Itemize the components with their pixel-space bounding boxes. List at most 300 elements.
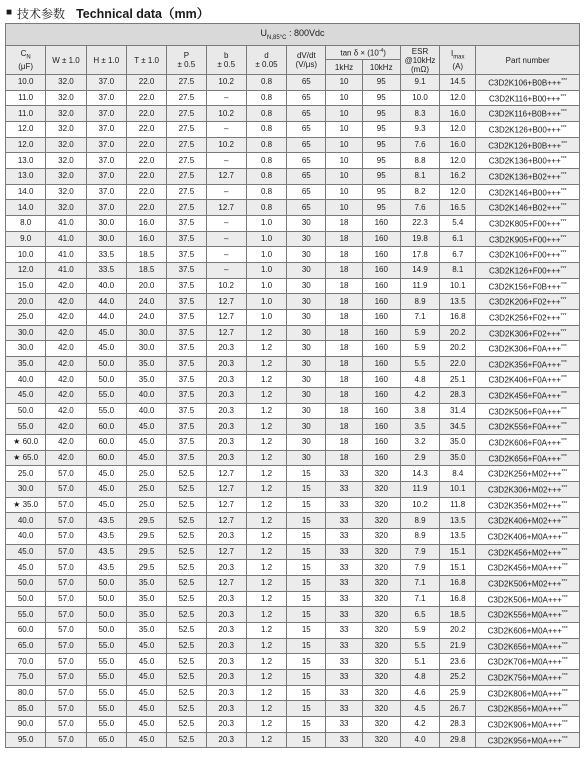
cell-capacitance: ★ 60.0 bbox=[6, 435, 46, 451]
cell-part-number: C3D2K256+F02+++*** bbox=[476, 309, 580, 325]
table-row bbox=[6, 294, 580, 310]
table-row bbox=[6, 529, 580, 545]
cell-esr: 7.6 bbox=[400, 200, 439, 216]
col-pitch: P ± 0.5 bbox=[167, 46, 206, 75]
table-body bbox=[6, 75, 580, 748]
cell-b: – bbox=[206, 90, 246, 106]
cell-capacitance: 45.0 bbox=[6, 560, 46, 576]
cell-pitch: 37.5 bbox=[167, 231, 206, 247]
cell-tan-10khz: 160 bbox=[362, 262, 400, 278]
cell-height: 30.0 bbox=[86, 231, 126, 247]
cell-tan-10khz: 95 bbox=[362, 137, 400, 153]
cell-width: 57.0 bbox=[46, 576, 86, 592]
cell-d: 0.8 bbox=[246, 184, 286, 200]
cell-imax: 16.8 bbox=[440, 591, 476, 607]
cell-tan-10khz: 95 bbox=[362, 106, 400, 122]
table-row bbox=[6, 591, 580, 607]
cell-thickness: 40.0 bbox=[126, 403, 166, 419]
cell-dvdt: 65 bbox=[287, 200, 326, 216]
cell-imax: 22.0 bbox=[440, 356, 476, 372]
cell-thickness: 22.0 bbox=[126, 184, 166, 200]
cell-tan-10khz: 320 bbox=[362, 497, 400, 513]
cell-width: 57.0 bbox=[46, 529, 86, 545]
cell-tan-10khz: 95 bbox=[362, 121, 400, 137]
cell-part-number: C3D2K556+F0A+++*** bbox=[476, 419, 580, 435]
cell-width: 42.0 bbox=[46, 435, 86, 451]
square-bullet-icon: ■ bbox=[6, 7, 13, 18]
cell-d: 1.2 bbox=[246, 591, 286, 607]
cell-dvdt: 15 bbox=[287, 591, 326, 607]
cell-height: 30.0 bbox=[86, 215, 126, 231]
cell-height: 37.0 bbox=[86, 90, 126, 106]
cell-d: 1.2 bbox=[246, 372, 286, 388]
cell-part-number: C3D2K606+F0A+++*** bbox=[476, 435, 580, 451]
cell-tan-10khz: 320 bbox=[362, 732, 400, 748]
cell-height: 55.0 bbox=[86, 388, 126, 404]
cell-imax: 13.5 bbox=[440, 513, 476, 529]
cell-height: 55.0 bbox=[86, 654, 126, 670]
cell-thickness: 45.0 bbox=[126, 701, 166, 717]
cell-part-number: C3D2K306+F0A+++*** bbox=[476, 341, 580, 357]
table-row bbox=[6, 106, 580, 122]
cell-height: 45.0 bbox=[86, 325, 126, 341]
cell-b: 20.3 bbox=[206, 685, 246, 701]
cell-d: 1.2 bbox=[246, 544, 286, 560]
cell-width: 32.0 bbox=[46, 75, 86, 91]
cell-d: 1.2 bbox=[246, 685, 286, 701]
cell-dvdt: 15 bbox=[287, 529, 326, 545]
cell-imax: 16.5 bbox=[440, 200, 476, 216]
cell-tan-10khz: 320 bbox=[362, 576, 400, 592]
cell-esr: 8.9 bbox=[400, 513, 439, 529]
cell-dvdt: 15 bbox=[287, 544, 326, 560]
cell-esr: 10.2 bbox=[400, 497, 439, 513]
cell-esr: 11.9 bbox=[400, 278, 439, 294]
cell-tan-1khz: 18 bbox=[326, 262, 362, 278]
cell-pitch: 27.5 bbox=[167, 106, 206, 122]
cell-b: – bbox=[206, 262, 246, 278]
cell-imax: 26.7 bbox=[440, 701, 476, 717]
cell-part-number: C3D2K456+M0A+++*** bbox=[476, 560, 580, 576]
cell-d: 1.2 bbox=[246, 482, 286, 498]
cell-width: 41.0 bbox=[46, 247, 86, 263]
cell-width: 57.0 bbox=[46, 591, 86, 607]
cell-part-number: C3D2K156+F0B+++*** bbox=[476, 278, 580, 294]
cell-pitch: 52.5 bbox=[167, 560, 206, 576]
cell-d: 1.2 bbox=[246, 654, 286, 670]
cell-imax: 12.0 bbox=[440, 153, 476, 169]
cell-b: 12.7 bbox=[206, 168, 246, 184]
cell-tan-10khz: 160 bbox=[362, 231, 400, 247]
cell-width: 32.0 bbox=[46, 106, 86, 122]
cell-width: 57.0 bbox=[46, 560, 86, 576]
cell-dvdt: 30 bbox=[287, 294, 326, 310]
cell-b: 12.7 bbox=[206, 309, 246, 325]
cell-thickness: 29.5 bbox=[126, 560, 166, 576]
cell-width: 57.0 bbox=[46, 732, 86, 748]
cell-thickness: 25.0 bbox=[126, 482, 166, 498]
cell-pitch: 52.5 bbox=[167, 732, 206, 748]
cell-width: 57.0 bbox=[46, 716, 86, 732]
cell-imax: 8.4 bbox=[440, 466, 476, 482]
cell-b: 10.2 bbox=[206, 137, 246, 153]
cell-b: 12.7 bbox=[206, 497, 246, 513]
cell-imax: 35.0 bbox=[440, 450, 476, 466]
cell-d: 1.2 bbox=[246, 419, 286, 435]
cell-width: 32.0 bbox=[46, 200, 86, 216]
cell-d: 1.2 bbox=[246, 388, 286, 404]
cell-height: 55.0 bbox=[86, 701, 126, 717]
cell-d: 0.8 bbox=[246, 90, 286, 106]
cell-capacitance: 25.0 bbox=[6, 466, 46, 482]
cell-width: 42.0 bbox=[46, 309, 86, 325]
cell-dvdt: 15 bbox=[287, 513, 326, 529]
table-row bbox=[6, 137, 580, 153]
cell-b: 20.3 bbox=[206, 607, 246, 623]
star-icon: ★ bbox=[13, 453, 21, 463]
cell-d: 0.8 bbox=[246, 75, 286, 91]
cell-tan-1khz: 18 bbox=[326, 294, 362, 310]
cell-width: 42.0 bbox=[46, 278, 86, 294]
cell-width: 41.0 bbox=[46, 262, 86, 278]
technical-data-table bbox=[5, 23, 580, 748]
cell-capacitance: 50.0 bbox=[6, 576, 46, 592]
cell-tan-1khz: 18 bbox=[326, 231, 362, 247]
cell-esr: 3.5 bbox=[400, 419, 439, 435]
cell-width: 57.0 bbox=[46, 701, 86, 717]
cell-pitch: 27.5 bbox=[167, 200, 206, 216]
cell-part-number: C3D2K406+M0A+++*** bbox=[476, 529, 580, 545]
cell-thickness: 45.0 bbox=[126, 685, 166, 701]
cell-tan-1khz: 10 bbox=[326, 168, 362, 184]
cell-capacitance: 70.0 bbox=[6, 654, 46, 670]
cell-imax: 13.5 bbox=[440, 529, 476, 545]
cell-part-number: C3D2K306+F02+++*** bbox=[476, 325, 580, 341]
cell-dvdt: 30 bbox=[287, 419, 326, 435]
cell-width: 41.0 bbox=[46, 231, 86, 247]
cell-capacitance: 75.0 bbox=[6, 669, 46, 685]
cell-width: 57.0 bbox=[46, 685, 86, 701]
cell-esr: 7.6 bbox=[400, 137, 439, 153]
cell-height: 44.0 bbox=[86, 294, 126, 310]
cell-capacitance: 30.0 bbox=[6, 341, 46, 357]
cell-esr: 7.9 bbox=[400, 560, 439, 576]
cell-esr: 2.9 bbox=[400, 450, 439, 466]
cell-imax: 15.1 bbox=[440, 560, 476, 576]
cell-thickness: 35.0 bbox=[126, 607, 166, 623]
cell-thickness: 22.0 bbox=[126, 137, 166, 153]
cell-imax: 14.5 bbox=[440, 75, 476, 91]
cell-pitch: 37.5 bbox=[167, 388, 206, 404]
cell-thickness: 20.0 bbox=[126, 278, 166, 294]
cell-part-number: C3D2K116+B0B+++*** bbox=[476, 106, 580, 122]
cell-dvdt: 30 bbox=[287, 309, 326, 325]
cell-imax: 16.0 bbox=[440, 137, 476, 153]
cell-capacitance: 45.0 bbox=[6, 544, 46, 560]
table-row bbox=[6, 388, 580, 404]
cell-b: 12.7 bbox=[206, 325, 246, 341]
cell-imax: 16.8 bbox=[440, 309, 476, 325]
cell-imax: 34.5 bbox=[440, 419, 476, 435]
cell-width: 42.0 bbox=[46, 388, 86, 404]
cell-capacitance: 90.0 bbox=[6, 716, 46, 732]
cell-tan-1khz: 33 bbox=[326, 654, 362, 670]
cell-tan-10khz: 95 bbox=[362, 184, 400, 200]
cell-thickness: 22.0 bbox=[126, 121, 166, 137]
cell-part-number: C3D2K506+M02+++*** bbox=[476, 576, 580, 592]
cell-part-number: C3D2K206+F02+++*** bbox=[476, 294, 580, 310]
cell-imax: 11.8 bbox=[440, 497, 476, 513]
cell-imax: 5.4 bbox=[440, 215, 476, 231]
cell-imax: 20.2 bbox=[440, 325, 476, 341]
cell-esr: 4.8 bbox=[400, 372, 439, 388]
cell-capacitance: 35.0 bbox=[6, 356, 46, 372]
col-thickness: T ± 1.0 bbox=[126, 46, 166, 75]
cell-part-number: C3D2K106+B0B+++*** bbox=[476, 75, 580, 91]
cell-esr: 9.3 bbox=[400, 121, 439, 137]
cell-dvdt: 30 bbox=[287, 325, 326, 341]
cell-d: 1.0 bbox=[246, 309, 286, 325]
cell-d: 1.2 bbox=[246, 732, 286, 748]
cell-height: 45.0 bbox=[86, 497, 126, 513]
cell-tan-10khz: 95 bbox=[362, 200, 400, 216]
cell-d: 0.8 bbox=[246, 153, 286, 169]
cell-height: 55.0 bbox=[86, 403, 126, 419]
cell-pitch: 37.5 bbox=[167, 403, 206, 419]
cell-tan-10khz: 160 bbox=[362, 325, 400, 341]
cell-esr: 7.1 bbox=[400, 576, 439, 592]
cell-d: 1.2 bbox=[246, 638, 286, 654]
cell-pitch: 52.5 bbox=[167, 513, 206, 529]
cell-thickness: 35.0 bbox=[126, 576, 166, 592]
cell-esr: 22.3 bbox=[400, 215, 439, 231]
table-row bbox=[6, 544, 580, 560]
cell-width: 42.0 bbox=[46, 356, 86, 372]
cell-imax: 6.1 bbox=[440, 231, 476, 247]
table-row bbox=[6, 716, 580, 732]
cell-height: 50.0 bbox=[86, 591, 126, 607]
cell-part-number: C3D2K406+F0A+++*** bbox=[476, 372, 580, 388]
cell-b: 20.3 bbox=[206, 732, 246, 748]
cell-dvdt: 65 bbox=[287, 137, 326, 153]
cell-height: 50.0 bbox=[86, 607, 126, 623]
cell-d: 0.8 bbox=[246, 121, 286, 137]
cell-dvdt: 65 bbox=[287, 168, 326, 184]
cell-tan-1khz: 18 bbox=[326, 309, 362, 325]
cell-capacitance: 85.0 bbox=[6, 701, 46, 717]
cell-tan-1khz: 33 bbox=[326, 622, 362, 638]
cell-dvdt: 15 bbox=[287, 638, 326, 654]
cell-tan-1khz: 18 bbox=[326, 419, 362, 435]
cell-capacitance: ★ 35.0 bbox=[6, 497, 46, 513]
cell-b: 20.3 bbox=[206, 372, 246, 388]
cell-pitch: 37.5 bbox=[167, 372, 206, 388]
cell-part-number: C3D2K706+M0A+++*** bbox=[476, 654, 580, 670]
cell-imax: 10.1 bbox=[440, 278, 476, 294]
cell-width: 57.0 bbox=[46, 638, 86, 654]
cell-height: 43.5 bbox=[86, 544, 126, 560]
cell-width: 42.0 bbox=[46, 419, 86, 435]
cell-tan-1khz: 18 bbox=[326, 247, 362, 263]
cell-esr: 11.9 bbox=[400, 482, 439, 498]
cell-thickness: 45.0 bbox=[126, 669, 166, 685]
cell-thickness: 45.0 bbox=[126, 638, 166, 654]
cell-tan-10khz: 320 bbox=[362, 482, 400, 498]
cell-pitch: 52.5 bbox=[167, 701, 206, 717]
col-tan-10khz: 10kHz bbox=[362, 60, 400, 75]
cell-thickness: 29.5 bbox=[126, 513, 166, 529]
cell-width: 42.0 bbox=[46, 372, 86, 388]
cell-b: – bbox=[206, 247, 246, 263]
cell-width: 42.0 bbox=[46, 341, 86, 357]
cell-esr: 17.8 bbox=[400, 247, 439, 263]
table-row bbox=[6, 576, 580, 592]
cell-thickness: 22.0 bbox=[126, 200, 166, 216]
cell-esr: 4.2 bbox=[400, 388, 439, 404]
cell-d: 1.2 bbox=[246, 669, 286, 685]
cell-dvdt: 15 bbox=[287, 685, 326, 701]
cell-imax: 25.1 bbox=[440, 372, 476, 388]
cell-capacitance: 50.0 bbox=[6, 591, 46, 607]
cell-b: 20.3 bbox=[206, 622, 246, 638]
cell-part-number: C3D2K356+M02+++*** bbox=[476, 497, 580, 513]
cell-b: 20.3 bbox=[206, 669, 246, 685]
cell-thickness: 22.0 bbox=[126, 106, 166, 122]
cell-width: 57.0 bbox=[46, 544, 86, 560]
cell-esr: 5.5 bbox=[400, 356, 439, 372]
cell-pitch: 52.5 bbox=[167, 466, 206, 482]
cell-tan-10khz: 160 bbox=[362, 403, 400, 419]
cell-tan-1khz: 33 bbox=[326, 513, 362, 529]
cell-width: 32.0 bbox=[46, 121, 86, 137]
cell-pitch: 27.5 bbox=[167, 168, 206, 184]
cell-capacitance: 40.0 bbox=[6, 372, 46, 388]
cell-imax: 31.4 bbox=[440, 403, 476, 419]
cell-dvdt: 30 bbox=[287, 215, 326, 231]
cell-imax: 28.3 bbox=[440, 716, 476, 732]
cell-dvdt: 30 bbox=[287, 435, 326, 451]
cell-width: 57.0 bbox=[46, 669, 86, 685]
table-row bbox=[6, 184, 580, 200]
cell-imax: 10.1 bbox=[440, 482, 476, 498]
cell-pitch: 37.5 bbox=[167, 450, 206, 466]
table-row bbox=[6, 669, 580, 685]
cell-d: 1.2 bbox=[246, 622, 286, 638]
cell-height: 55.0 bbox=[86, 685, 126, 701]
cell-dvdt: 15 bbox=[287, 607, 326, 623]
cell-height: 45.0 bbox=[86, 341, 126, 357]
cell-part-number: C3D2K806+M0A+++*** bbox=[476, 685, 580, 701]
cell-b: 20.3 bbox=[206, 388, 246, 404]
cell-imax: 35.0 bbox=[440, 435, 476, 451]
cell-width: 57.0 bbox=[46, 482, 86, 498]
cell-part-number: C3D2K506+F0A+++*** bbox=[476, 403, 580, 419]
cell-thickness: 22.0 bbox=[126, 75, 166, 91]
cell-tan-1khz: 10 bbox=[326, 121, 362, 137]
cell-height: 33.5 bbox=[86, 247, 126, 263]
rated-voltage-header: $U_{N,85^\circ C}$ : 800Vdc bbox=[6, 24, 580, 46]
cell-dvdt: 15 bbox=[287, 482, 326, 498]
cell-b: 20.3 bbox=[206, 716, 246, 732]
col-capacitance: $C_N$ (μF) bbox=[6, 46, 46, 75]
cell-tan-10khz: 160 bbox=[362, 278, 400, 294]
cell-b: 20.3 bbox=[206, 450, 246, 466]
cell-width: 42.0 bbox=[46, 325, 86, 341]
cell-thickness: 18.5 bbox=[126, 262, 166, 278]
cell-tan-10khz: 160 bbox=[362, 435, 400, 451]
cell-esr: 8.9 bbox=[400, 529, 439, 545]
cell-pitch: 37.5 bbox=[167, 356, 206, 372]
cell-tan-1khz: 33 bbox=[326, 669, 362, 685]
table-row bbox=[6, 215, 580, 231]
cell-dvdt: 30 bbox=[287, 403, 326, 419]
cell-thickness: 18.5 bbox=[126, 247, 166, 263]
cell-pitch: 37.5 bbox=[167, 247, 206, 263]
cell-tan-10khz: 95 bbox=[362, 168, 400, 184]
cell-tan-10khz: 320 bbox=[362, 654, 400, 670]
cell-dvdt: 15 bbox=[287, 466, 326, 482]
cell-imax: 29.8 bbox=[440, 732, 476, 748]
cell-width: 32.0 bbox=[46, 90, 86, 106]
cell-capacitance: 40.0 bbox=[6, 513, 46, 529]
cell-tan-10khz: 320 bbox=[362, 466, 400, 482]
cell-height: 43.5 bbox=[86, 560, 126, 576]
col-imax: $I_{max}$ (A) bbox=[440, 46, 476, 75]
cell-imax: 12.0 bbox=[440, 184, 476, 200]
cell-pitch: 52.5 bbox=[167, 716, 206, 732]
cell-esr: 4.5 bbox=[400, 701, 439, 717]
cell-tan-10khz: 320 bbox=[362, 685, 400, 701]
cell-pitch: 27.5 bbox=[167, 184, 206, 200]
cell-tan-10khz: 320 bbox=[362, 591, 400, 607]
cell-d: 0.8 bbox=[246, 168, 286, 184]
cell-pitch: 27.5 bbox=[167, 137, 206, 153]
cell-dvdt: 30 bbox=[287, 247, 326, 263]
cell-esr: 8.1 bbox=[400, 168, 439, 184]
cell-d: 1.0 bbox=[246, 262, 286, 278]
cell-part-number: C3D2K146+B00+++*** bbox=[476, 184, 580, 200]
cell-pitch: 52.5 bbox=[167, 591, 206, 607]
cell-esr: 7.1 bbox=[400, 309, 439, 325]
cell-imax: 12.0 bbox=[440, 90, 476, 106]
cell-capacitance: 20.0 bbox=[6, 294, 46, 310]
cell-thickness: 35.0 bbox=[126, 622, 166, 638]
cell-width: 32.0 bbox=[46, 184, 86, 200]
cell-tan-10khz: 320 bbox=[362, 513, 400, 529]
cell-esr: 6.5 bbox=[400, 607, 439, 623]
cell-tan-1khz: 10 bbox=[326, 200, 362, 216]
cell-d: 1.0 bbox=[246, 247, 286, 263]
cell-thickness: 45.0 bbox=[126, 654, 166, 670]
cell-part-number: C3D2K356+F0A+++*** bbox=[476, 356, 580, 372]
cell-part-number: C3D2K306+M02+++*** bbox=[476, 482, 580, 498]
cell-pitch: 52.5 bbox=[167, 544, 206, 560]
cell-esr: 5.9 bbox=[400, 622, 439, 638]
cell-tan-1khz: 33 bbox=[326, 607, 362, 623]
cell-thickness: 22.0 bbox=[126, 90, 166, 106]
table-row bbox=[6, 278, 580, 294]
cell-b: 12.7 bbox=[206, 294, 246, 310]
cell-width: 57.0 bbox=[46, 466, 86, 482]
cell-capacitance: 12.0 bbox=[6, 137, 46, 153]
cell-thickness: 45.0 bbox=[126, 450, 166, 466]
cell-part-number: C3D2K146+B02+++*** bbox=[476, 200, 580, 216]
cell-b: 12.7 bbox=[206, 482, 246, 498]
table-row bbox=[6, 325, 580, 341]
cell-dvdt: 65 bbox=[287, 75, 326, 91]
cell-d: 1.0 bbox=[246, 231, 286, 247]
cell-d: 1.2 bbox=[246, 450, 286, 466]
